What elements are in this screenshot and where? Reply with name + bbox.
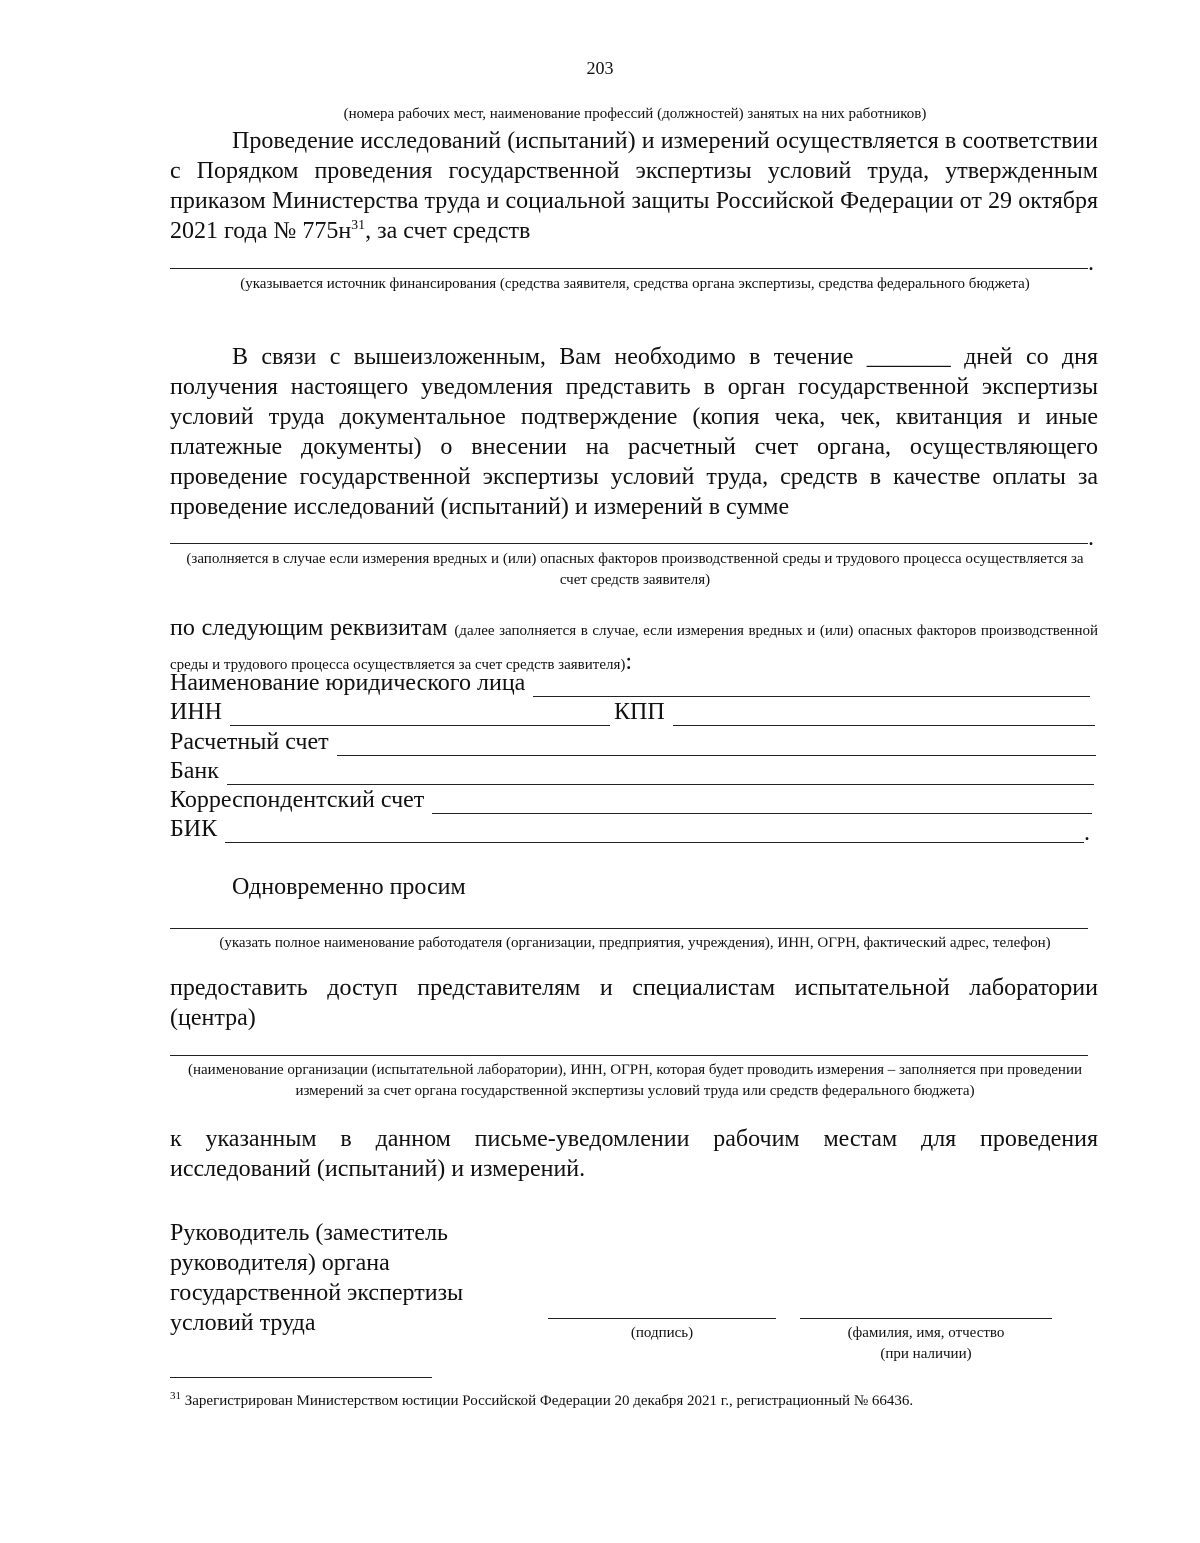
amount-line-dot: . xyxy=(1088,525,1094,551)
paragraph-procedure-text: Проведение исследований (испытаний) и измерений осуществляется в соответствии с Порядком проведения государственной экспертизы условий труда, утвержденным приказом Министерства труда и социальной защиты Российской Федерации от 29 октября 2021 года № 775н xyxy=(170,128,1098,244)
bik-label: БИК xyxy=(170,816,218,842)
kpp-label: КПП xyxy=(614,699,665,725)
signatory-line-4: условий труда xyxy=(170,1310,316,1336)
employer-caption: (указать полное наименование работодателя (организации, предприятия, учреждения), ИНН, ОГРН, фактический адрес, телефон) xyxy=(219,935,1051,951)
account-row xyxy=(170,728,1096,756)
closing-text: к указанным в данном письме-уведомлении рабочим местам для проведения исследований (испытаний) и измерений. xyxy=(170,1126,1098,1182)
name-caption xyxy=(800,1323,1052,1365)
funding-fill-line xyxy=(170,268,1088,269)
requisites-lead-text: по следующим реквизитам xyxy=(170,615,448,641)
bik-row xyxy=(170,815,1084,843)
signature-caption: (подпись) xyxy=(630,1325,694,1341)
name-line[interactable] xyxy=(800,1318,1052,1319)
bank-field[interactable] xyxy=(227,761,1094,785)
paragraph-procedure-tail: , за счет средств xyxy=(365,218,531,244)
paragraph-procedure xyxy=(170,126,1098,246)
account-field[interactable] xyxy=(337,732,1096,756)
signatory-line-1: Руководитель (заместитель xyxy=(170,1220,448,1246)
workplaces-caption: (номера рабочих мест, наименование профессий (должностей) занятых на них работников) xyxy=(343,106,927,122)
days-blank: _______ xyxy=(866,344,951,370)
account-label: Расчетный счет xyxy=(170,729,329,755)
lab-caption: (наименование организации (испытательной лаборатории), ИНН, ОГРН, которая будет проводить измерения – заполняется при проведении измерений за счет органа государственной экспертизы условий труда или средств федерального бюджета) xyxy=(187,1062,1082,1099)
requisites-colon: : xyxy=(625,649,633,675)
access-text: предоставить доступ представителям и специалистам испытательной лаборатории (центра) xyxy=(170,975,1098,1031)
footnote-number: 31 xyxy=(170,1390,181,1402)
inn-field[interactable] xyxy=(230,702,610,726)
footnote-text: Зарегистрирован Министерством юстиции Российской Федерации 20 декабря 2021 г., регистрационный № 66436. xyxy=(184,1393,914,1409)
payment-text-rest: дней со дня получения настоящего уведомления представить в орган государственной экспертизы условий труда документальное подтверждение (копия чека, чек, квитанция и иные платежные документы) о внесении на расчетный счет органа, осуществляющего проведение государственной экспертизы условий труда, средств в качестве оплаты за проведение исследований (испытаний) и измерений в сумме xyxy=(170,344,1099,520)
payment-text-start: В связи с вышеизложенным, Вам необходимо в течение xyxy=(232,344,854,370)
footnote xyxy=(170,1390,1110,1410)
legal-name-label: Наименование юридического лица xyxy=(170,670,526,696)
corr-account-field[interactable] xyxy=(432,790,1092,814)
footnote-ref: 31 xyxy=(351,218,366,233)
legal-name-field[interactable] xyxy=(533,673,1090,697)
bank-label: Банк xyxy=(170,758,219,784)
kpp-field[interactable] xyxy=(673,702,1095,726)
legal-name-row xyxy=(170,669,1090,697)
inn-label: ИНН xyxy=(170,699,222,725)
bank-row xyxy=(170,757,1094,785)
paragraph-payment xyxy=(170,342,1098,522)
signatory-block xyxy=(170,1218,530,1338)
employer-fill-line xyxy=(170,928,1088,929)
funding-line-dot: . xyxy=(1088,250,1094,276)
corr-account-label: Корреспондентский счет xyxy=(170,787,425,813)
bik-line-dot: . xyxy=(1084,820,1090,846)
inn-kpp-row xyxy=(170,698,1095,726)
name-caption-line-2: (при наличии) xyxy=(880,1346,972,1362)
request-lead: Одновременно просим xyxy=(232,874,466,900)
corr-account-row xyxy=(170,786,1092,814)
lab-fill-line xyxy=(170,1055,1088,1056)
signatory-line-2: руководителя) органа xyxy=(170,1250,390,1276)
amount-caption: (заполняется в случае если измерения вредных и (или) опасных факторов производственной среды и трудового процесса осуществляется за счет средств заявителя) xyxy=(186,551,1084,588)
funding-caption: (указывается источник финансирования (средства заявителя, средства органа экспертизы, средства федерального бюджета) xyxy=(240,276,1030,292)
requisites-note: (далее заполняется в случае, если измерения вредных и (или) опасных факторов производственной среды и трудового процесса осуществляется за счет средств заявителя) xyxy=(170,623,1099,673)
page-number: 203 xyxy=(586,58,614,78)
footnote-separator xyxy=(170,1377,432,1378)
bik-field[interactable] xyxy=(225,819,1084,843)
name-caption-line-1: (фамилия, имя, отчество xyxy=(847,1325,1005,1341)
signature-line[interactable] xyxy=(548,1318,776,1319)
signatory-line-3: государственной экспертизы xyxy=(170,1280,464,1306)
amount-fill-line xyxy=(170,543,1088,544)
